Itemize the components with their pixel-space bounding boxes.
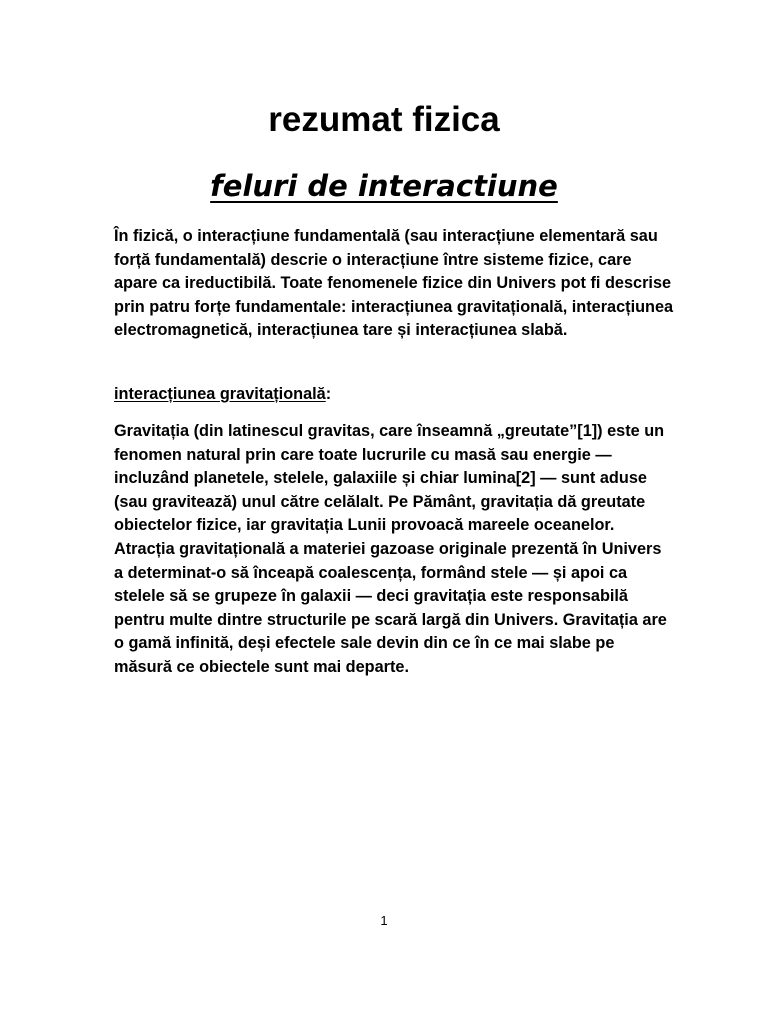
document-subtitle: feluri de interactiune	[210, 169, 558, 203]
intro-paragraph: În fizică, o interacțiune fundamentală (sau interacțiune elementară sau forță fundamentală) descrie o interacțiune între sisteme fizice, care apare ca ireductibilă. Toate fenomenele fizice din Univers pot fi descrise prin patru forțe fundamentale: interacțiunea gravitațională, interacțiunea electromagnetică, interacțiunea tare și interacțiunea slabă.	[114, 227, 674, 340]
document-title: rezumat fizica	[268, 100, 500, 139]
gravitation-paragraph: Gravitația (din latinescul gravitas, care înseamnă „greutate”[1]) este un fenomen natural prin care toate lucrurile cu masă sau energie — incluzând planetele, stelele, galaxiile și chiar lumina[2] — sunt aduse (sau gravitează) unul către celălalt. Pe Pământ, gravitația dă greutate obiectelor fizice, iar gravitația Lunii provoacă mareele oceanelor. Atracția gravitațională a materiei gazoase originale prezentă în Univers a determinat-o să înceapă coalescența, formând stele — și apoi ca stelele să se grupeze în galaxii — deci gravitația este responsabilă pentru multe dintre structurile pe scară largă din Univers. Gravitația are o gamă infinită, deși efectele sale devin din ce în ce mai slabe pe măsură ce obiectele sunt mai departe.	[114, 422, 667, 676]
section-heading	[114, 382, 331, 406]
section-heading-colon: :	[325, 385, 332, 403]
page-number: 1	[380, 913, 388, 928]
section-heading-text: interacțiunea gravitațională	[114, 385, 326, 403]
